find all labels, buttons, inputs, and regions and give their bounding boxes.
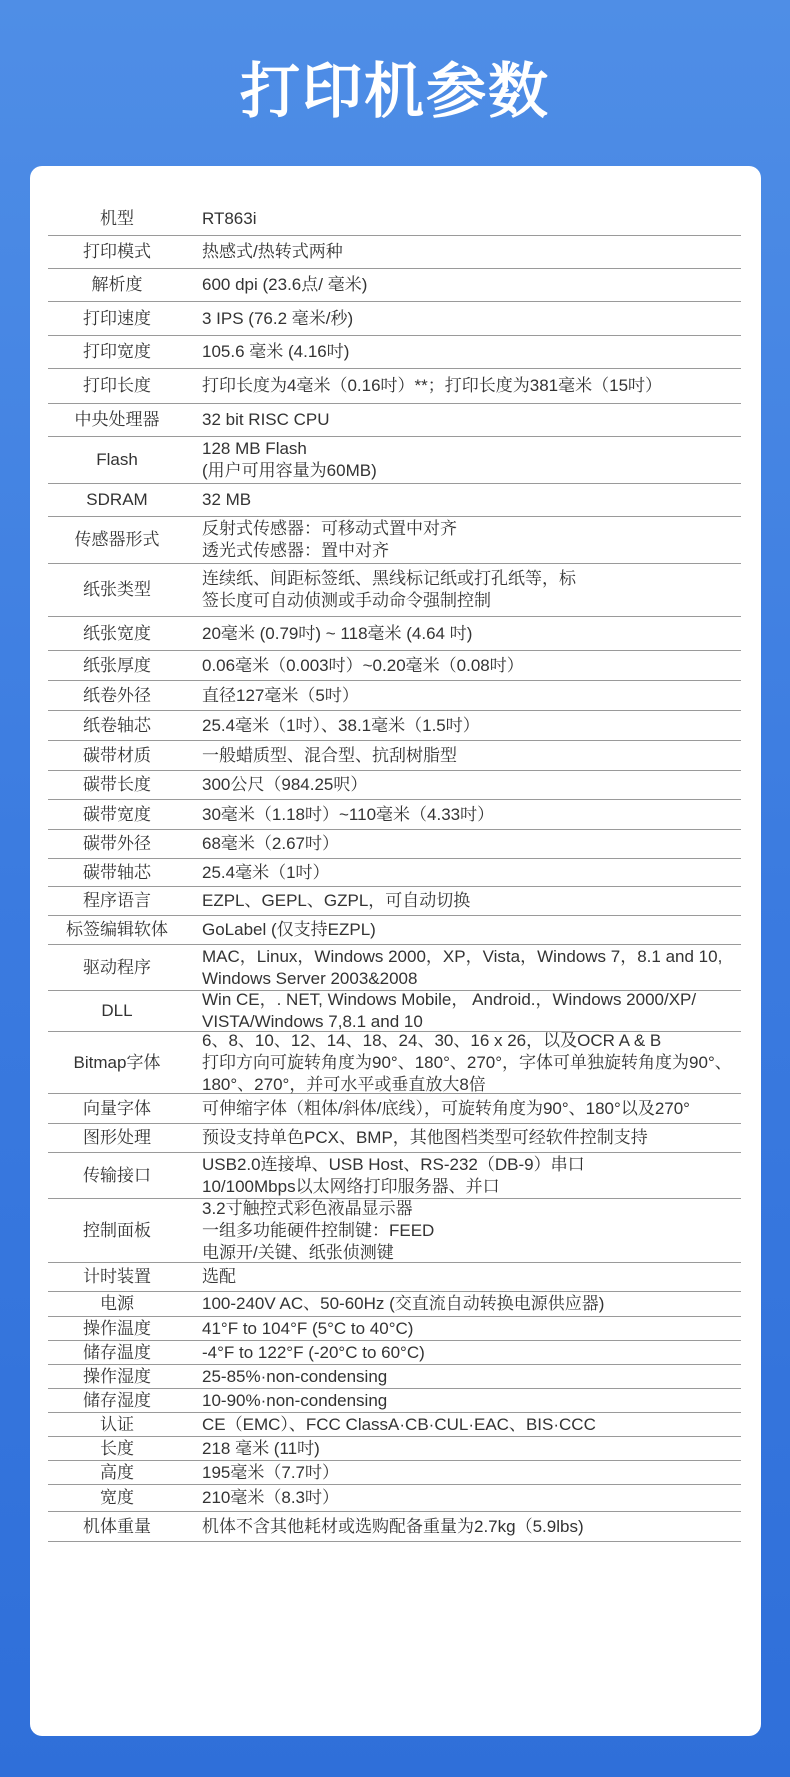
spec-label: 电源: [100, 1294, 134, 1313]
spec-row: [48, 1341, 741, 1365]
spec-row: [48, 1365, 741, 1389]
spec-value: 600 dpi (23.6点/ 毫米): [202, 275, 368, 294]
spec-row: [48, 859, 741, 887]
spec-label: 程序语言: [83, 891, 151, 910]
spec-label: 图形处理: [83, 1128, 151, 1147]
spec-value: 41°F to 104°F (5°C to 40°C): [202, 1318, 414, 1338]
spec-row: [48, 771, 741, 800]
page-title: 打印机参数: [240, 57, 550, 127]
spec-label: 操作温度: [83, 1318, 151, 1338]
spec-label: 纸卷轴芯: [83, 715, 151, 735]
spec-label: 控制面板: [83, 1220, 151, 1240]
spec-row: [48, 800, 741, 830]
spec-row: [48, 203, 741, 236]
spec-row: [48, 1263, 741, 1292]
spec-value: -4°F to 122°F (-20°C to 60°C): [202, 1342, 425, 1362]
spec-row: [48, 484, 741, 517]
spec-value: 3.2寸触控式彩色液晶显示器 一组多功能硬件控制键：FEED 电源开/关键、纸张侦测键: [202, 1198, 435, 1262]
spec-value: 32 MB: [202, 490, 252, 509]
spec-value: 195毫米（7.7吋）: [202, 1462, 339, 1482]
spec-label: 碳带长度: [83, 775, 151, 794]
spec-value: 218 毫米 (11吋): [202, 1438, 320, 1458]
spec-row: [48, 1153, 741, 1199]
spec-value: 直径127毫米（5吋）: [202, 685, 359, 705]
spec-label: 中央处理器: [74, 410, 160, 429]
spec-row: [48, 681, 741, 711]
spec-row: [48, 1389, 741, 1413]
spec-label: 碳带宽度: [83, 804, 151, 824]
spec-label: 碳带材质: [83, 745, 151, 765]
spec-label: 认证: [100, 1414, 134, 1434]
spec-row: [48, 269, 741, 302]
spec-label: 操作湿度: [83, 1366, 151, 1386]
spec-label: 打印长度: [83, 376, 151, 395]
spec-value: 128 MB Flash (用户可用容量为60MB): [202, 439, 377, 480]
spec-row: [48, 1413, 741, 1437]
spec-label: 向量字体: [83, 1098, 151, 1118]
spec-value: 30毫米（1.18吋）~110毫米（4.33吋）: [202, 804, 495, 824]
spec-value: 25-85%·non-condensing: [202, 1366, 388, 1386]
spec-label: 碳带外径: [83, 834, 151, 853]
spec-row: [48, 336, 741, 369]
spec-row: [48, 711, 741, 741]
spec-row: [48, 1317, 741, 1341]
spec-row: [48, 1437, 741, 1461]
spec-value: USB2.0连接埠、USB Host、RS-232（DB-9）串口 10/100Mbps以太网络打印服务器、并口: [202, 1154, 585, 1196]
spec-label: 长度: [100, 1438, 134, 1458]
spec-row: [48, 991, 741, 1032]
spec-row: [48, 236, 741, 269]
spec-label: 碳带轴芯: [83, 862, 151, 882]
spec-label: 打印速度: [83, 308, 151, 328]
spec-value: GoLabel (仅支持EZPL): [202, 920, 376, 939]
spec-row: [48, 830, 741, 859]
spec-label: DLL: [101, 1001, 133, 1020]
spec-value: RT863i: [202, 209, 257, 228]
spec-value: 热感式/热转式两种: [202, 242, 343, 261]
spec-label: 纸张厚度: [83, 655, 151, 675]
spec-row: [48, 302, 741, 336]
spec-value: Win CE，. NET, Windows Mobile， Android.，Windows 2000/XP/ VISTA/Windows 7,8.1 and 10: [202, 990, 697, 1031]
spec-row: [48, 945, 741, 991]
spec-label: 机型: [100, 209, 134, 228]
spec-value: 25.4毫米（1吋）、38.1毫米（1.5吋）: [202, 715, 480, 735]
spec-value: 打印长度为4毫米（0.16吋）**；打印长度为381毫米（15吋）: [202, 376, 663, 395]
spec-label: 打印宽度: [83, 342, 151, 361]
spec-label: 纸卷外径: [83, 685, 151, 705]
spec-label: Bitmap字体: [73, 1052, 161, 1072]
spec-value: 反射式传感器：可移动式置中对齐 透光式传感器：置中对齐: [202, 519, 457, 560]
spec-value: 25.4毫米（1吋）: [202, 862, 330, 882]
spec-value: EZPL、GEPL、GZPL，可自动切换: [202, 891, 471, 910]
spec-row: [48, 437, 741, 484]
spec-value: 预设支持单色PCX、BMP，其他图档类型可经软件控制支持: [202, 1128, 648, 1147]
spec-row: [48, 1461, 741, 1485]
spec-row: [48, 1485, 741, 1512]
spec-label: 解析度: [91, 275, 143, 294]
spec-label: 驱动程序: [83, 957, 151, 977]
spec-label: 标签编辑软体: [66, 920, 168, 939]
spec-label: 高度: [100, 1462, 134, 1482]
spec-value: 105.6 毫米 (4.16吋): [202, 342, 350, 361]
spec-label: Flash: [96, 450, 138, 469]
spec-row: [48, 1032, 741, 1094]
spec-value: 机体不含其他耗材或选购配备重量为2.7kg（5.9lbs): [202, 1516, 584, 1536]
spec-value: 68毫米（2.67吋）: [202, 834, 339, 853]
spec-value: 300公尺（984.25呎）: [202, 775, 368, 794]
spec-value: 210毫米（8.3吋）: [202, 1488, 339, 1507]
spec-label: 传输接口: [83, 1165, 151, 1185]
spec-row: [48, 369, 741, 404]
spec-row: [48, 564, 741, 617]
spec-value: 连续纸、间距标签纸、黑线标记纸或打孔纸等，标 签长度可自动侦测或手动命令强制控制: [202, 569, 576, 610]
spec-label: SDRAM: [86, 490, 148, 509]
spec-label: 宽度: [100, 1488, 134, 1507]
spec-label: 打印模式: [83, 242, 151, 261]
spec-row: [48, 741, 741, 771]
spec-label: 储存湿度: [83, 1390, 151, 1410]
spec-row: [48, 651, 741, 681]
spec-label: 储存温度: [83, 1342, 151, 1362]
spec-value: MAC，Linux，Windows 2000，XP，Vista，Windows 7，8.1 and 10, Windows Server 2003&2008: [202, 946, 723, 988]
spec-value: CE（EMC）、FCC ClassA·CB·CUL·EAC、BIS·CCC: [202, 1414, 596, 1434]
spec-label: 机体重量: [83, 1516, 151, 1536]
spec-value: 一般蜡质型、混合型、抗刮树脂型: [202, 745, 457, 765]
spec-value: 6、8、10、12、14、18、24、30、16 x 26，以及OCR A & B 打印方向可旋转角度为90°、180°、270°，字体可单独旋转角度为90°、 180°、270°，并可水平或垂直放大8倍: [202, 1030, 732, 1094]
spec-value: 32 bit RISC CPU: [202, 410, 330, 429]
spec-label: 纸张宽度: [83, 623, 151, 643]
spec-row: [48, 916, 741, 945]
spec-row: [48, 517, 741, 564]
spec-label: 传感器形式: [74, 530, 160, 549]
spec-row: [48, 1292, 741, 1317]
spec-row: [48, 1199, 741, 1263]
spec-value: 0.06毫米（0.003吋）~0.20毫米（0.08吋）: [202, 655, 524, 675]
spec-value: 可伸缩字体（粗体/斜体/底线），可旋转角度为90°、180°以及270°: [202, 1098, 690, 1118]
spec-value: 100-240V AC、50-60Hz (交直流自动转换电源供应器): [202, 1294, 605, 1313]
spec-row: [48, 1512, 741, 1542]
spec-value: 选配: [202, 1267, 236, 1286]
spec-row: [48, 887, 741, 916]
spec-table: [48, 203, 741, 1542]
spec-value: 3 IPS (76.2 毫米/秒): [202, 308, 354, 328]
spec-row: [48, 1124, 741, 1153]
spec-value: 20毫米 (0.79吋) ~ 118毫米 (4.64 吋): [202, 623, 473, 643]
spec-card: [30, 166, 761, 1736]
spec-label: 纸张类型: [83, 580, 151, 599]
spec-label: 计时装置: [83, 1267, 151, 1286]
spec-row: [48, 1094, 741, 1124]
spec-row: [48, 617, 741, 651]
spec-row: [48, 404, 741, 437]
spec-value: 10-90%·non-condensing: [202, 1390, 388, 1410]
